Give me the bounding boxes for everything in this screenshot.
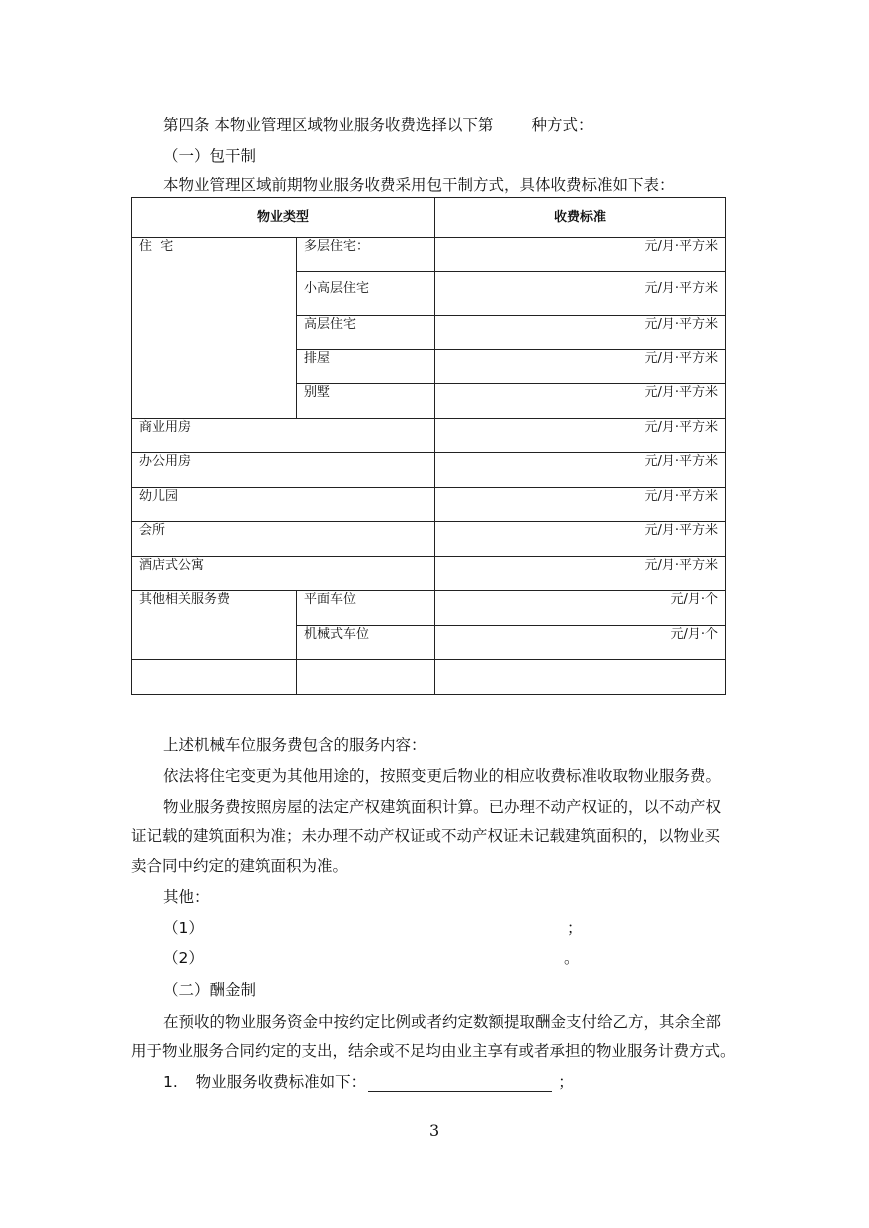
section2-line-1: 在预收的物业服务资金中按约定比例或者约定数额提取酬金支付给乙方，其余全部 <box>163 1013 722 1031</box>
section1-intro: 本物业管理区域前期物业服务收费采用包干制方式，具体收费标准如下表： <box>163 176 675 194</box>
para-use-change: 依法将住宅变更为其他用途的，按照变更后物业的相应收费标准收取物业服务费。 <box>163 767 722 785</box>
item-text: 物业服务收费标准如下： <box>195 1073 367 1091</box>
sub-type-cell: 排屋 <box>297 350 435 384</box>
fee-unit-cell: 元/月·平方米 <box>435 453 726 488</box>
item-end: ； <box>558 1073 574 1091</box>
page-number: 3 <box>429 1121 440 1140</box>
article-heading-before: 第四条 本物业管理区域物业服务收费选择以下第 <box>163 116 494 134</box>
fee-unit-cell: 元/月·平方米 <box>435 238 726 272</box>
sub-type-cell: 小高层住宅 <box>297 272 435 316</box>
property-type-cell: 办公用房 <box>132 453 435 488</box>
table-row <box>132 557 726 591</box>
para-area-line-3: 卖合同中约定的建筑面积为准。 <box>131 857 349 875</box>
item1-end: ； <box>567 919 583 937</box>
sub-type-cell: 机械式车位 <box>297 626 435 660</box>
fee-unit-cell: 元/月·个 <box>435 626 726 660</box>
sub-type-cell: 多层住宅： <box>297 238 435 272</box>
table-row <box>132 238 726 272</box>
article-heading <box>163 115 593 135</box>
empty-cell <box>297 660 435 695</box>
para-area-line-2: 证记载的建筑面积为准；未办理不动产权证或不动产权证未记载建筑面积的，以物业买 <box>131 827 721 845</box>
fill-in-blank <box>368 1073 552 1092</box>
fee-unit-cell: 元/月·平方米 <box>435 272 726 316</box>
section2-title: （二）酬金制 <box>163 981 257 999</box>
table-row <box>132 591 726 626</box>
table-row <box>132 488 726 522</box>
para-mech-parking: 上述机械车位服务费包含的服务内容： <box>163 736 427 754</box>
item2-label: （2） <box>163 949 204 967</box>
fee-unit-cell: 元/月·平方米 <box>435 557 726 591</box>
fee-unit-cell: 元/月·平方米 <box>435 316 726 350</box>
table-row <box>132 419 726 453</box>
fee-unit-cell: 元/月·个 <box>435 591 726 626</box>
property-type-cell: 会所 <box>132 522 435 557</box>
table-row <box>132 453 726 488</box>
other-title: 其他： <box>163 888 210 906</box>
section2-line-2: 用于物业服务合同约定的支出，结余或不足均由业主享有或者承担的物业服务计费方式。 <box>131 1042 736 1060</box>
fee-unit-cell: 元/月·平方米 <box>435 522 726 557</box>
sub-type-cell: 高层住宅 <box>297 316 435 350</box>
other-services-label: 其他相关服务费 <box>132 591 297 660</box>
fee-unit-cell: 元/月·平方米 <box>435 350 726 384</box>
header-fee-standard: 收费标准 <box>435 198 726 238</box>
property-type-cell: 幼儿园 <box>132 488 435 522</box>
numbered-item-1 <box>163 1072 574 1092</box>
item1-label: （1） <box>163 919 204 937</box>
fee-table <box>131 197 726 695</box>
fee-unit-cell: 元/月·平方米 <box>435 384 726 419</box>
item2-end: 。 <box>564 949 580 967</box>
fee-unit-cell: 元/月·平方米 <box>435 419 726 453</box>
table-header-row <box>132 198 726 238</box>
table-row <box>132 522 726 557</box>
property-type-cell: 酒店式公寓 <box>132 557 435 591</box>
residential-label: 住 宅 <box>132 238 297 419</box>
article-heading-after: 种方式： <box>531 116 594 134</box>
table-row-empty <box>132 660 726 695</box>
property-type-cell: 商业用房 <box>132 419 435 453</box>
header-property-type: 物业类型 <box>132 198 435 238</box>
sub-type-cell: 平面车位 <box>297 591 435 626</box>
empty-cell <box>132 660 297 695</box>
item-number: 1. <box>163 1073 178 1091</box>
sub-type-cell: 别墅 <box>297 384 435 419</box>
empty-cell <box>435 660 726 695</box>
fee-unit-cell: 元/月·平方米 <box>435 488 726 522</box>
para-area-line-1: 物业服务费按照房屋的法定产权建筑面积计算。已办理不动产权证的，以不动产权 <box>163 798 722 816</box>
section1-title: （一）包干制 <box>163 147 257 165</box>
